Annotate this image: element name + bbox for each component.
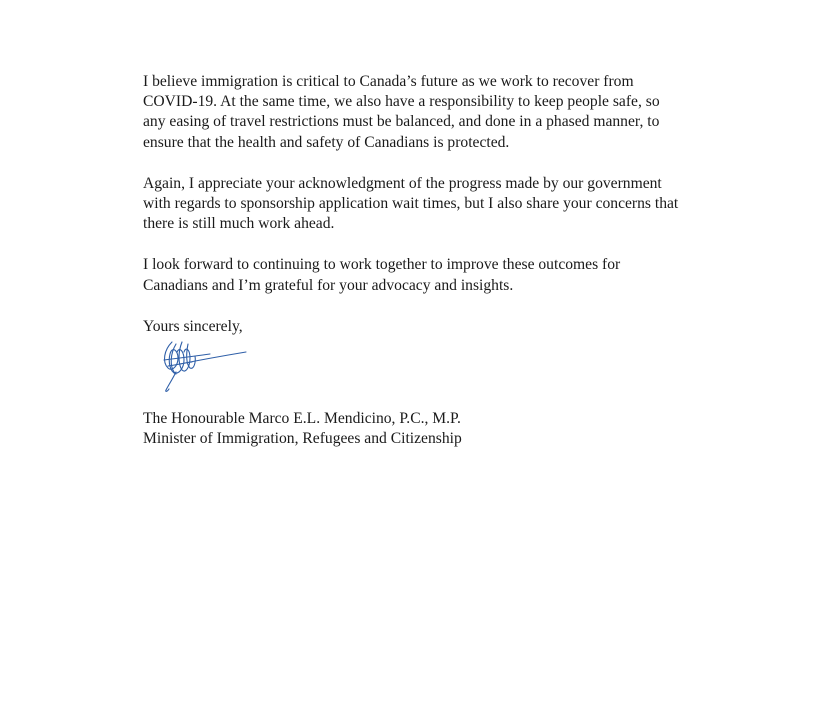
paragraph-line: Again, I appreciate your acknowledgment of the progress made by our government — [143, 174, 662, 192]
paragraph-sponsorship — [143, 174, 743, 235]
paragraph-line: with regards to sponsorship application wait times, but I also share your concerns that — [143, 195, 679, 213]
paragraph-line: there is still much work ahead. — [143, 215, 335, 233]
paragraph-outcomes — [143, 255, 743, 295]
signatory-block — [143, 409, 462, 449]
paragraph-line: I look forward to continuing to work together to improve these outcomes for — [143, 256, 621, 274]
letter-body — [143, 72, 743, 337]
signatory-name: The Honourable Marco E.L. Mendicino, P.C., M.P. — [143, 410, 461, 427]
signature-image — [150, 332, 250, 396]
paragraph-line: COVID-19. At the same time, we also have a responsibility to keep people safe, so — [143, 93, 660, 111]
paragraph-line: I believe immigration is critical to Canada’s future as we work to recover from — [143, 73, 634, 90]
paragraph-immigration — [143, 72, 743, 153]
paragraph-line: any easing of travel restrictions must be balanced, and done in a phased manner, to — [143, 113, 660, 131]
closing-salutation: Yours sincerely, — [143, 317, 243, 335]
signatory-title: Minister of Immigration, Refugees and Citizenship — [143, 430, 462, 447]
handwritten-signature — [150, 332, 250, 396]
paragraph-line: ensure that the health and safety of Canadians is protected. — [143, 133, 510, 151]
paragraph-line: Canadians and I’m grateful for your advocacy and insights. — [143, 276, 514, 294]
